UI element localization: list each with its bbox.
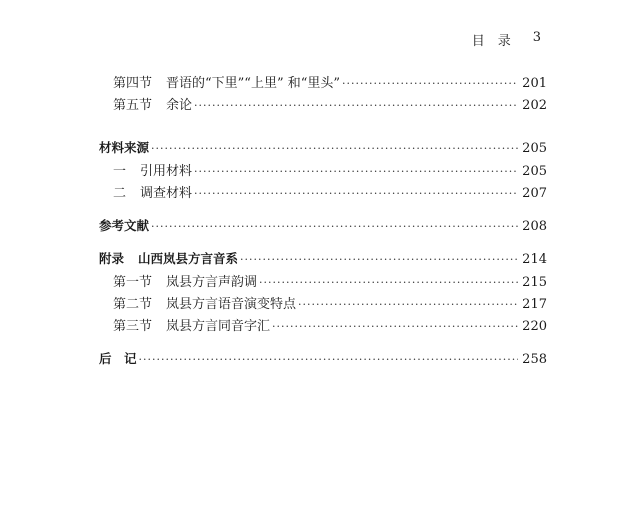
toc-entry[interactable]: [99, 94, 547, 112]
toc-entry-page: 220: [522, 319, 547, 334]
toc-entry-number: 第三节: [113, 319, 153, 334]
dot-leader: [298, 298, 518, 312]
toc-entry-number: 一: [113, 164, 127, 179]
toc-entry-page: 208: [522, 219, 547, 234]
dot-leader: [259, 276, 518, 290]
toc-entry-page: 215: [522, 275, 547, 290]
toc-entry-number: 第一节: [113, 275, 153, 290]
toc-entry-title: 余论: [166, 98, 193, 113]
toc-entry-page: 205: [522, 164, 547, 179]
toc-entry-number: 第五节: [113, 98, 153, 113]
toc-entry-title: 调查材料: [140, 186, 193, 201]
toc-entry[interactable]: [99, 160, 547, 178]
toc-entry[interactable]: [99, 293, 547, 311]
toc-entry-title: 岚县方言语音演变特点: [166, 297, 297, 312]
dot-leader: [272, 320, 518, 334]
header-page-number: 3: [532, 30, 541, 45]
toc-entry[interactable]: [99, 182, 547, 200]
toc-entry-page: 258: [522, 352, 547, 367]
toc-entry-number: 附录: [99, 251, 125, 266]
toc-entry-number: 第二节: [113, 297, 153, 312]
toc-entry-title: 材料来源: [99, 140, 150, 155]
toc-entry-title: 引用材料: [140, 164, 193, 179]
toc-entry[interactable]: [99, 349, 547, 367]
toc-entry-number: 二: [113, 186, 127, 201]
toc-entry[interactable]: [99, 72, 547, 90]
dot-leader: [194, 99, 518, 113]
header-section-title: 目 录: [471, 34, 511, 49]
toc-entry-page: 205: [522, 141, 547, 156]
toc-entry-number: 第四节: [113, 76, 153, 91]
dot-leader: [139, 353, 519, 367]
toc-entry-page: 202: [522, 98, 547, 113]
toc-entry-page: 207: [522, 186, 547, 201]
toc-entry[interactable]: [99, 249, 547, 267]
dot-leader: [194, 187, 518, 201]
toc-entry-title: 晋语的“下里”“上里” 和“里头”: [166, 76, 341, 91]
toc-entry[interactable]: [99, 216, 547, 234]
toc-entry-page: 214: [522, 252, 547, 267]
dot-leader: [342, 77, 518, 91]
toc-entry[interactable]: [99, 315, 547, 333]
toc-entry-title: 参考文献: [99, 218, 150, 233]
toc-entry[interactable]: [99, 271, 547, 289]
dot-leader: [151, 142, 518, 156]
running-header: [472, 30, 541, 49]
dot-leader: [194, 165, 518, 179]
toc-entry-page: 201: [522, 76, 547, 91]
dot-leader: [240, 253, 518, 267]
dot-leader: [151, 220, 518, 234]
toc-entry-title: 岚县方言同音字汇: [166, 319, 271, 334]
toc-entry-title: 山西岚县方言音系: [138, 251, 239, 266]
toc-entry-title: 岚县方言声韵调: [166, 275, 258, 290]
toc-entry[interactable]: [99, 138, 547, 156]
toc-entry-title: 后 记: [99, 351, 137, 366]
toc-entry-page: 217: [522, 297, 547, 312]
